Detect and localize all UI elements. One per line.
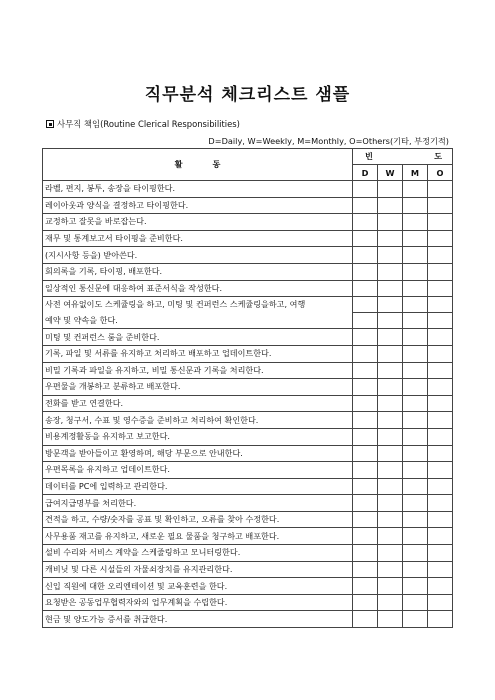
activity-cell: (지시사항 등을) 받아쓴다. xyxy=(43,247,353,264)
frequency-check-cell-d[interactable] xyxy=(353,462,378,479)
frequency-check-cell-d[interactable] xyxy=(353,280,378,297)
frequency-check-cell-d[interactable] xyxy=(353,395,378,412)
frequency-check-cell-d[interactable] xyxy=(353,345,378,362)
activity-cell: 데이터를 PC에 입력하고 관리한다. xyxy=(43,478,353,495)
table-row xyxy=(43,478,453,495)
activity-cell: 기록, 파일 및 서류를 유지하고 처리하고 배포하고 업데이트한다. xyxy=(43,345,353,362)
table-row xyxy=(43,594,453,611)
activity-cell: 사전 여유없이도 스케쥴링을 하고, 미팅 및 컨퍼런스 스케쥴링을하고, 여행 xyxy=(43,297,353,313)
frequency-check-cell-m[interactable] xyxy=(403,297,428,313)
frequency-check-cell-w[interactable] xyxy=(378,181,403,198)
table-row xyxy=(43,545,453,562)
frequency-check-cell-o[interactable] xyxy=(428,214,453,231)
frequency-check-cell-m[interactable] xyxy=(403,561,428,578)
frequency-check-cell-m[interactable] xyxy=(403,594,428,611)
table-row xyxy=(43,511,453,528)
frequency-check-cell-d[interactable] xyxy=(353,428,378,445)
frequency-check-cell-w[interactable] xyxy=(378,230,403,247)
frequency-check-cell-d[interactable] xyxy=(353,594,378,611)
activity-cell: 설비 수리와 서비스 계약을 스케줄링하고 모니터링한다. xyxy=(43,545,353,562)
activity-cell: 재무 및 통계보고서 타이핑을 준비한다. xyxy=(43,230,353,247)
frequency-check-cell-w[interactable] xyxy=(378,561,403,578)
frequency-check-cell-w[interactable] xyxy=(378,462,403,479)
frequency-check-cell-o[interactable] xyxy=(428,545,453,562)
frequency-check-cell-d[interactable] xyxy=(353,362,378,379)
frequency-check-cell-m[interactable] xyxy=(403,313,428,329)
frequency-check-cell-d[interactable] xyxy=(353,545,378,562)
table-row xyxy=(43,345,453,362)
activity-cell: 우편목록을 유지하고 업데이트한다. xyxy=(43,462,353,479)
frequency-check-cell-m[interactable] xyxy=(403,379,428,396)
table-row xyxy=(43,495,453,512)
activity-cell: 일상적인 통신문에 대응하여 표준서식을 작성한다. xyxy=(43,280,353,297)
frequency-check-cell-m[interactable] xyxy=(403,611,428,628)
frequency-check-cell-d[interactable] xyxy=(353,495,378,512)
frequency-check-cell-o[interactable] xyxy=(428,247,453,264)
frequency-check-cell-d[interactable] xyxy=(353,379,378,396)
table-row xyxy=(43,247,453,264)
activity-cell: 요청받은 공동업무협력자와의 업무계획을 수립한다. xyxy=(43,594,353,611)
frequency-check-cell-d[interactable] xyxy=(353,214,378,231)
frequency-check-cell-w[interactable] xyxy=(378,611,403,628)
page-title: 직무분석 체크리스트 샘플 xyxy=(144,85,351,105)
activity-cell: 우편물을 개봉하고 분류하고 배포한다. xyxy=(43,379,353,396)
frequency-column-w: W xyxy=(378,165,403,181)
activity-cell: 미팅 및 컨퍼런스 룸을 준비한다. xyxy=(43,329,353,346)
frequency-check-cell-o[interactable] xyxy=(428,345,453,362)
frequency-check-cell-w[interactable] xyxy=(378,329,403,346)
frequency-check-cell-w[interactable] xyxy=(378,395,403,412)
frequency-check-cell-o[interactable] xyxy=(428,230,453,247)
frequency-check-cell-w[interactable] xyxy=(378,379,403,396)
frequency-check-cell-m[interactable] xyxy=(403,495,428,512)
frequency-check-cell-d[interactable] xyxy=(353,313,378,329)
frequency-check-cell-d[interactable] xyxy=(353,181,378,198)
activity-cell: 비밀 기록과 파일을 유지하고, 비밀 통신문과 기록을 처리한다. xyxy=(43,362,353,379)
table-row xyxy=(43,280,453,297)
table-row xyxy=(43,428,453,445)
activity-cell: 송장, 청구서, 수표 및 영수증을 준비하고 처리하여 확인한다. xyxy=(43,412,353,429)
frequency-check-cell-d[interactable] xyxy=(353,561,378,578)
table-row xyxy=(43,181,453,198)
activity-cell: 현금 및 양도가능 증서를 취급한다. xyxy=(43,611,353,628)
frequency-check-cell-m[interactable] xyxy=(403,345,428,362)
frequency-check-cell-m[interactable] xyxy=(403,329,428,346)
activity-cell: 교정하고 잘못을 바로잡는다. xyxy=(43,214,353,231)
activity-cell: 회의록을 기록, 타이핑, 배포한다. xyxy=(43,263,353,280)
frequency-check-cell-m[interactable] xyxy=(403,181,428,198)
table-row xyxy=(43,362,453,379)
table-row xyxy=(43,297,453,313)
activity-header: 활동 xyxy=(43,149,353,181)
table-row xyxy=(43,445,453,462)
frequency-check-cell-o[interactable] xyxy=(428,297,453,313)
activity-cell: 신입 직원에 대한 오리엔테이션 및 교육훈련을 한다. xyxy=(43,578,353,595)
frequency-check-cell-m[interactable] xyxy=(403,428,428,445)
activity-cell: 라벨, 편지, 봉투, 송장을 타이핑한다. xyxy=(43,181,353,198)
activity-cell: 견적을 하고, 수량/숫자를 공표 및 확인하고, 오류를 찾아 수정한다. xyxy=(43,511,353,528)
table-row xyxy=(43,561,453,578)
frequency-check-cell-o[interactable] xyxy=(428,511,453,528)
table-row xyxy=(43,578,453,595)
frequency-check-cell-w[interactable] xyxy=(378,345,403,362)
activity-cell: 방문객을 받아들이고 환영하며, 해당 부문으로 안내한다. xyxy=(43,445,353,462)
activity-cell: 사무용품 재고를 유지하고, 새로운 필요 물품을 청구하고 배포한다. xyxy=(43,528,353,545)
frequency-check-cell-o[interactable] xyxy=(428,395,453,412)
table-row xyxy=(43,214,453,231)
frequency-check-cell-o[interactable] xyxy=(428,412,453,429)
table-row xyxy=(43,528,453,545)
activity-cell: 전화를 받고 연결한다. xyxy=(43,395,353,412)
frequency-check-cell-o[interactable] xyxy=(428,578,453,595)
frequency-check-cell-d[interactable] xyxy=(353,230,378,247)
table-row xyxy=(43,263,453,280)
frequency-check-cell-o[interactable] xyxy=(428,462,453,479)
frequency-check-cell-d[interactable] xyxy=(353,511,378,528)
frequency-column-d: D xyxy=(353,165,378,181)
frequency-header-right: 도 xyxy=(434,151,443,161)
frequency-check-cell-w[interactable] xyxy=(378,412,403,429)
frequency-check-cell-o[interactable] xyxy=(428,594,453,611)
frequency-check-cell-w[interactable] xyxy=(378,511,403,528)
frequency-check-cell-w[interactable] xyxy=(378,263,403,280)
frequency-check-cell-d[interactable] xyxy=(353,445,378,462)
frequency-header xyxy=(353,149,453,165)
frequency-check-cell-w[interactable] xyxy=(378,280,403,297)
frequency-column-m: M xyxy=(403,165,428,181)
frequency-check-cell-w[interactable] xyxy=(378,313,403,329)
frequency-check-cell-w[interactable] xyxy=(378,495,403,512)
frequency-check-cell-w[interactable] xyxy=(378,428,403,445)
frequency-check-cell-m[interactable] xyxy=(403,263,428,280)
frequency-check-cell-o[interactable] xyxy=(428,478,453,495)
frequency-check-cell-w[interactable] xyxy=(378,197,403,214)
frequency-check-cell-m[interactable] xyxy=(403,511,428,528)
frequency-check-cell-d[interactable] xyxy=(353,247,378,264)
frequency-check-cell-m[interactable] xyxy=(403,462,428,479)
section-label: 사무직 책임(Routine Clerical Responsibilities) xyxy=(57,119,240,129)
frequency-check-cell-m[interactable] xyxy=(403,545,428,562)
frequency-check-cell-o[interactable] xyxy=(428,379,453,396)
frequency-check-cell-m[interactable] xyxy=(403,412,428,429)
table-row xyxy=(43,313,453,329)
table-row xyxy=(43,462,453,479)
frequency-check-cell-w[interactable] xyxy=(378,214,403,231)
table-row xyxy=(43,412,453,429)
activity-cell: 캐비닛 및 다른 시설들의 자물쇠장치를 유지관리한다. xyxy=(43,561,353,578)
frequency-check-cell-o[interactable] xyxy=(428,495,453,512)
frequency-check-cell-m[interactable] xyxy=(403,214,428,231)
frequency-check-cell-d[interactable] xyxy=(353,611,378,628)
frequency-check-cell-o[interactable] xyxy=(428,197,453,214)
frequency-check-cell-o[interactable] xyxy=(428,362,453,379)
frequency-check-cell-w[interactable] xyxy=(378,545,403,562)
frequency-check-cell-o[interactable] xyxy=(428,611,453,628)
frequency-check-cell-m[interactable] xyxy=(403,197,428,214)
frequency-check-cell-w[interactable] xyxy=(378,528,403,545)
activity-cell: 급여지급명부를 처리한다. xyxy=(43,495,353,512)
frequency-check-cell-m[interactable] xyxy=(403,445,428,462)
frequency-check-cell-d[interactable] xyxy=(353,578,378,595)
activity-cell: 레이아웃과 양식을 결정하고 타이핑한다. xyxy=(43,197,353,214)
frequency-check-cell-d[interactable] xyxy=(353,263,378,280)
frequency-check-cell-d[interactable] xyxy=(353,297,378,313)
frequency-check-cell-w[interactable] xyxy=(378,247,403,264)
activity-cell: 비용계정활동을 유지하고 보고한다. xyxy=(43,428,353,445)
frequency-check-cell-m[interactable] xyxy=(403,528,428,545)
frequency-check-cell-o[interactable] xyxy=(428,528,453,545)
table-row xyxy=(43,329,453,346)
frequency-legend: D=Daily, W=Weekly, M=Monthly, O=Others(기타, 부정기적) xyxy=(208,136,449,146)
frequency-column-o: O xyxy=(428,165,453,181)
frequency-check-cell-w[interactable] xyxy=(378,362,403,379)
frequency-check-cell-m[interactable] xyxy=(403,230,428,247)
table-row xyxy=(43,197,453,214)
frequency-check-cell-d[interactable] xyxy=(353,412,378,429)
frequency-check-cell-o[interactable] xyxy=(428,561,453,578)
frequency-check-cell-m[interactable] xyxy=(403,247,428,264)
frequency-check-cell-w[interactable] xyxy=(378,297,403,313)
frequency-check-cell-m[interactable] xyxy=(403,578,428,595)
frequency-check-cell-o[interactable] xyxy=(428,181,453,198)
frequency-check-cell-o[interactable] xyxy=(428,329,453,346)
frequency-check-cell-d[interactable] xyxy=(353,197,378,214)
table-row xyxy=(43,230,453,247)
frequency-check-cell-o[interactable] xyxy=(428,445,453,462)
frequency-check-cell-o[interactable] xyxy=(428,263,453,280)
checklist-table xyxy=(42,148,453,628)
frequency-check-cell-o[interactable] xyxy=(428,280,453,297)
square-bullet-icon xyxy=(46,120,54,128)
frequency-check-cell-d[interactable] xyxy=(353,528,378,545)
table-row xyxy=(43,379,453,396)
frequency-check-cell-w[interactable] xyxy=(378,445,403,462)
activity-cell: 예약 및 약속을 한다. xyxy=(43,313,353,329)
frequency-check-cell-m[interactable] xyxy=(403,280,428,297)
frequency-check-cell-o[interactable] xyxy=(428,313,453,329)
table-row xyxy=(43,395,453,412)
frequency-check-cell-m[interactable] xyxy=(403,395,428,412)
frequency-check-cell-w[interactable] xyxy=(378,594,403,611)
frequency-check-cell-m[interactable] xyxy=(403,362,428,379)
table-row xyxy=(43,611,453,628)
frequency-check-cell-w[interactable] xyxy=(378,578,403,595)
frequency-header-left: 빈 xyxy=(365,151,373,161)
section-heading xyxy=(46,118,240,130)
frequency-check-cell-w[interactable] xyxy=(378,478,403,495)
frequency-check-cell-m[interactable] xyxy=(403,478,428,495)
frequency-check-cell-d[interactable] xyxy=(353,329,378,346)
frequency-check-cell-o[interactable] xyxy=(428,428,453,445)
frequency-check-cell-d[interactable] xyxy=(353,478,378,495)
